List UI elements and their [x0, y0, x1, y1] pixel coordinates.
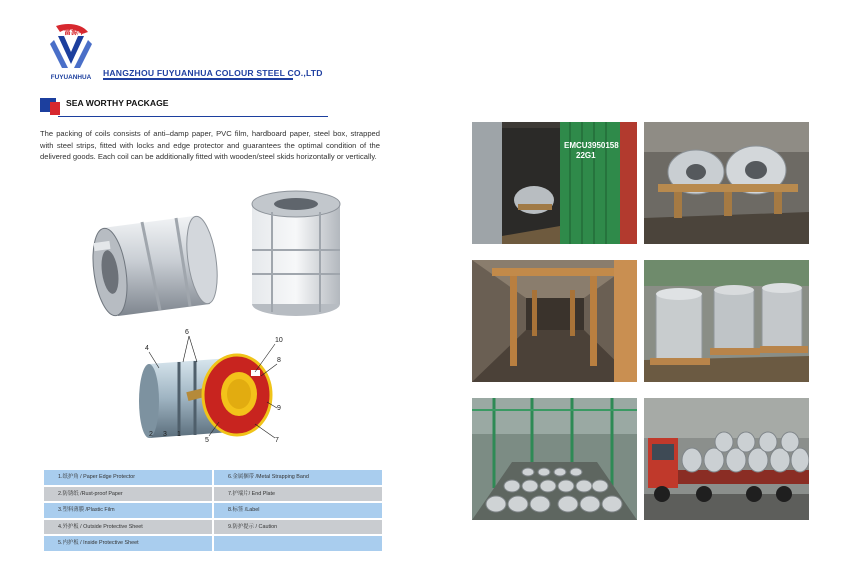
photo-container-wood-frame [472, 260, 637, 382]
company-name: HANGZHOU FUYUANHUA COLOUR STEEL CO.,LTD [103, 68, 323, 78]
container-number: EMCU3950158 [564, 141, 619, 150]
legend-row [44, 503, 382, 518]
photo-coils-on-skids [644, 122, 809, 244]
legend-cell: 3.塑料薄膜 /Plastic Film [44, 503, 212, 518]
container-code: 22G1 [576, 151, 596, 160]
callout-7: 7 [275, 437, 279, 444]
legend-cell: 1.纸护角 / Paper Edge Protector [44, 470, 212, 485]
legend-cell: 8.标签 /Label [214, 503, 382, 518]
photo-warehouse-wrapped-coils [644, 260, 809, 382]
package-description: The packing of coils consists of anti–damp paper, PVC film, hardboard paper, steel box, strapped with steel strips, fitted with locks and edge protector and guarantees the optimal condition of the delivered goods. Each coil can be additionally fitted with wooden/steel skids horizontally or vertically. [40, 129, 380, 161]
legend-cell [214, 536, 382, 551]
legend-cell: 5.内护板 / Inside Protective Sheet [44, 536, 212, 551]
legend-row [44, 520, 382, 535]
logo-text: FUYUANHUA [50, 74, 92, 81]
legend-cell: 4.外护板 / Outside Protective Sheet [44, 520, 212, 535]
callout-4: 4 [145, 345, 149, 352]
photo-container-coil [472, 122, 637, 244]
section-marker-red [50, 102, 60, 115]
callout-9: 9 [277, 405, 281, 412]
legend-cell: 9.防护提示 / Caution [214, 520, 382, 535]
callout-2: 2 [149, 431, 153, 438]
photo-factory-coil-rows [472, 398, 637, 520]
logo-chinese: 富源华 [64, 28, 85, 36]
coil-vertical-image [246, 188, 346, 323]
company-logo [38, 22, 104, 82]
legend-row [44, 487, 382, 502]
legend-cell: 6.金属捆带 /Metal Strapping Band [214, 470, 382, 485]
callout-6: 6 [185, 329, 189, 336]
coil-horizontal-image [72, 208, 222, 325]
callout-8: 8 [277, 357, 281, 364]
packaging-diagram [135, 328, 295, 450]
company-underline [103, 78, 293, 80]
callout-10: 10 [275, 337, 283, 344]
legend-row [44, 536, 382, 551]
legend-table [44, 470, 382, 553]
callout-3: 3 [163, 431, 167, 438]
legend-row [44, 470, 382, 485]
callout-5: 5 [205, 437, 209, 444]
section-title: SEA WORTHY PACKAGE [66, 98, 169, 108]
callout-1: 1 [177, 431, 181, 438]
section-underline [58, 116, 328, 117]
legend-cell: 7.护端片/ End Plate [214, 487, 382, 502]
photo-truck-loaded-coils [644, 398, 809, 520]
legend-cell: 2.防锈纸 /Rust-proof Paper [44, 487, 212, 502]
